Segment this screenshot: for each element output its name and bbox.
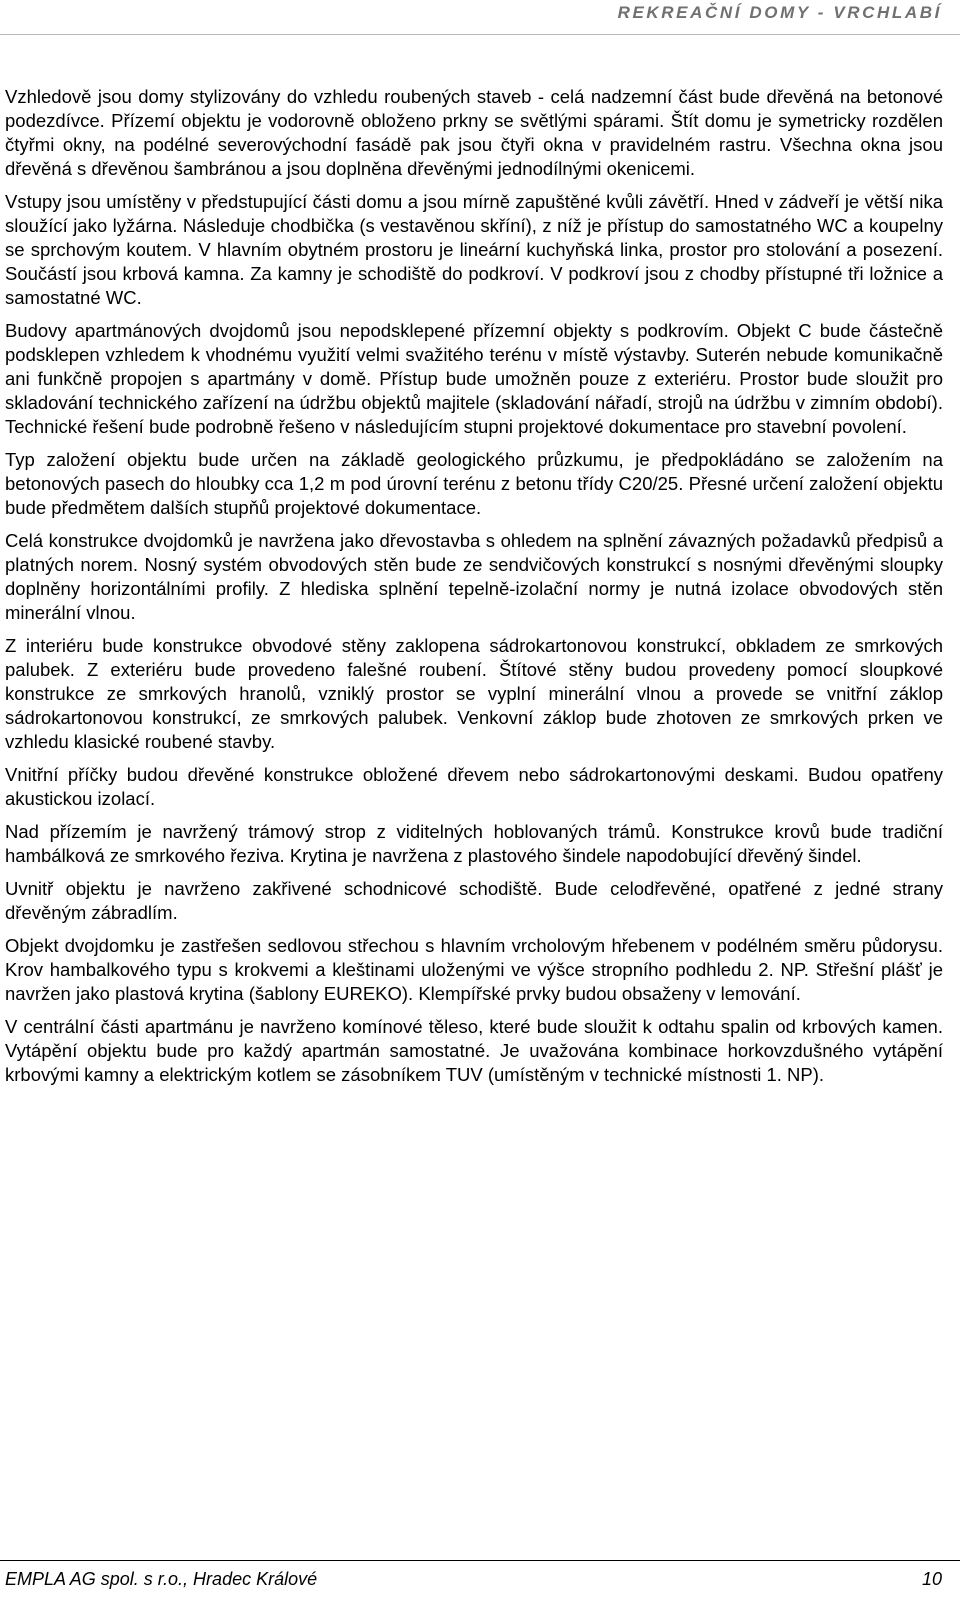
paragraph-heating: V centrální části apartmánu je navrženo komínové těleso, které bude sloužit k odtahu spalin od krbových kamen. Vytápění objektu bude pro každý apartmán samostatné. Je uvažována kombinace horkovzdušného vytápění krbovými kamny a elektrickým kotlem se zásobníkem TUV (umístěným v technické místnosti 1. NP).: [5, 1016, 943, 1085]
paragraph-ceiling: Nad přízemím je navržený trámový strop z viditelných hoblovaných trámů. Konstrukce krovů bude tradiční hambálková ze smrkového řeziva. Krytina je navržena z plastového šindele napodobující dřevěný šindel.: [5, 821, 943, 866]
footer-divider: [0, 1560, 960, 1561]
header-divider: [0, 34, 960, 35]
document-title: REKREAČNÍ DOMY - VRCHLABÍ: [617, 3, 942, 22]
paragraph-layout: Vstupy jsou umístěny v předstupující části domu a jsou mírně zapuštěné kvůli závětří. Hned v zádveří je větší nika sloužící jako lyžárna. Následuje chodbička (s vestavěnou skříní), z níž je přístup do samostatného WC a koupelny se sprchovým koutem. V hlavním obytném prostoru je lineární kuchyňská linka, prostor pro stolování a posezení. Součástí jsou krbová kamna. Za kamny je schodiště do podkroví. V podkroví jsou z chodby přístupné tři ložnice a samostatné WC.: [5, 191, 943, 308]
paragraph-foundation: Typ založení objektu bude určen na základě geologického průzkumu, je předpokládáno se založením na betonových pasech do hloubky cca 1,2 m pod úrovní terénu z betonu třídy C20/25. Přesné určení založení objektu bude předmětem dalších stupňů projektové dokumentace.: [5, 449, 943, 518]
paragraph-structure: Celá konstrukce dvojdomků je navržena jako dřevostavba s ohledem na splnění závazných požadavků předpisů a platných norem. Nosný systém obvodových stěn bude ze sendvičových konstrukcí s nosnými dřevěnými sloupky doplněny horizontálními profily. Z hlediska splnění tepelně-izolační normy je nutná izolace obvodových stěn minerální vlnou.: [5, 530, 943, 623]
paragraph-walls: Z interiéru bude konstrukce obvodové stěny zaklopena sádrokartonovou konstrukcí, obkladem ze smrkových palubek. Z exteriéru bude provedeno falešné roubení. Štítové stěny budou provedeny pomocí sloupkové konstrukce ze smrkových hranolů, vzniklý prostor se vyplní minerální vlnou a provede se vnitřní záklop sádrokartonovou konstrukcí, ze smrkových palubek. Venkovní záklop bude zhotoven ze smrkových prken ve vzhledu klasické roubené stavby.: [5, 635, 943, 752]
paragraph-basement: Budovy apartmánových dvojdomů jsou nepodsklepené přízemní objekty s podkrovím. Objekt C bude částečně podsklepen vzhledem k vhodnému využití velmi svažitého terénu v místě výstavby. Suterén nebude komunikačně ani funkčně propojen s apartmány v domě. Přístup bude umožněn pouze z exteriéru. Prostor bude sloužit pro skladování technického zařízení na údržbu objektů majitele (skladování nářadí, strojů na údržbu v zimním období). Technické řešení bude podrobně řešeno v následujícím stupni projektové dokumentace pro stavební povolení.: [5, 320, 943, 437]
page-number: 10: [921, 1569, 942, 1589]
paragraph-partitions: Vnitřní příčky budou dřevěné konstrukce obložené dřevem nebo sádrokartonovými deskami. Budou opatřeny akustickou izolací.: [5, 764, 943, 809]
footer-company: EMPLA AG spol. s r.o., Hradec Králové: [5, 1569, 318, 1589]
page-header: [0, 0, 960, 38]
paragraph-staircase: Uvnitř objektu je navrženo zakřivené schodnicové schodiště. Bude celodřevěné, opatřené z jedné strany dřevěným zábradlím.: [5, 878, 943, 923]
paragraph-roof: Objekt dvojdomku je zastřešen sedlovou střechou s hlavním vrcholovým hřebenem v podélném směru půdorysu. Krov hambalkového typu s krokvemi a kleštinami uloženými ve výšce stropního podhledu 2. NP. Střešní plášť je navržen jako plastová krytina (šablony EUREKO). Klempířské prvky budou obsaženy v lemování.: [5, 935, 943, 1004]
document-body: [5, 85, 943, 1096]
paragraph-exterior-design: Vzhledově jsou domy stylizovány do vzhledu roubených staveb - celá nadzemní část bude dřevěná na betonové podezdívce. Přízemí objektu je vodorovně obloženo prkny se světlými spárami. Štít domu je symetricky rozdělen čtyřmi okny, na podélné severovýchodní fasádě pak jsou čtyři okna v pravidelném rastru. Všechna okna jsou dřevěná s dřevěnou šambránou a jsou doplněna dřevěnými jednodílnými okenicemi.: [5, 86, 943, 179]
page-footer: [0, 1538, 960, 1597]
